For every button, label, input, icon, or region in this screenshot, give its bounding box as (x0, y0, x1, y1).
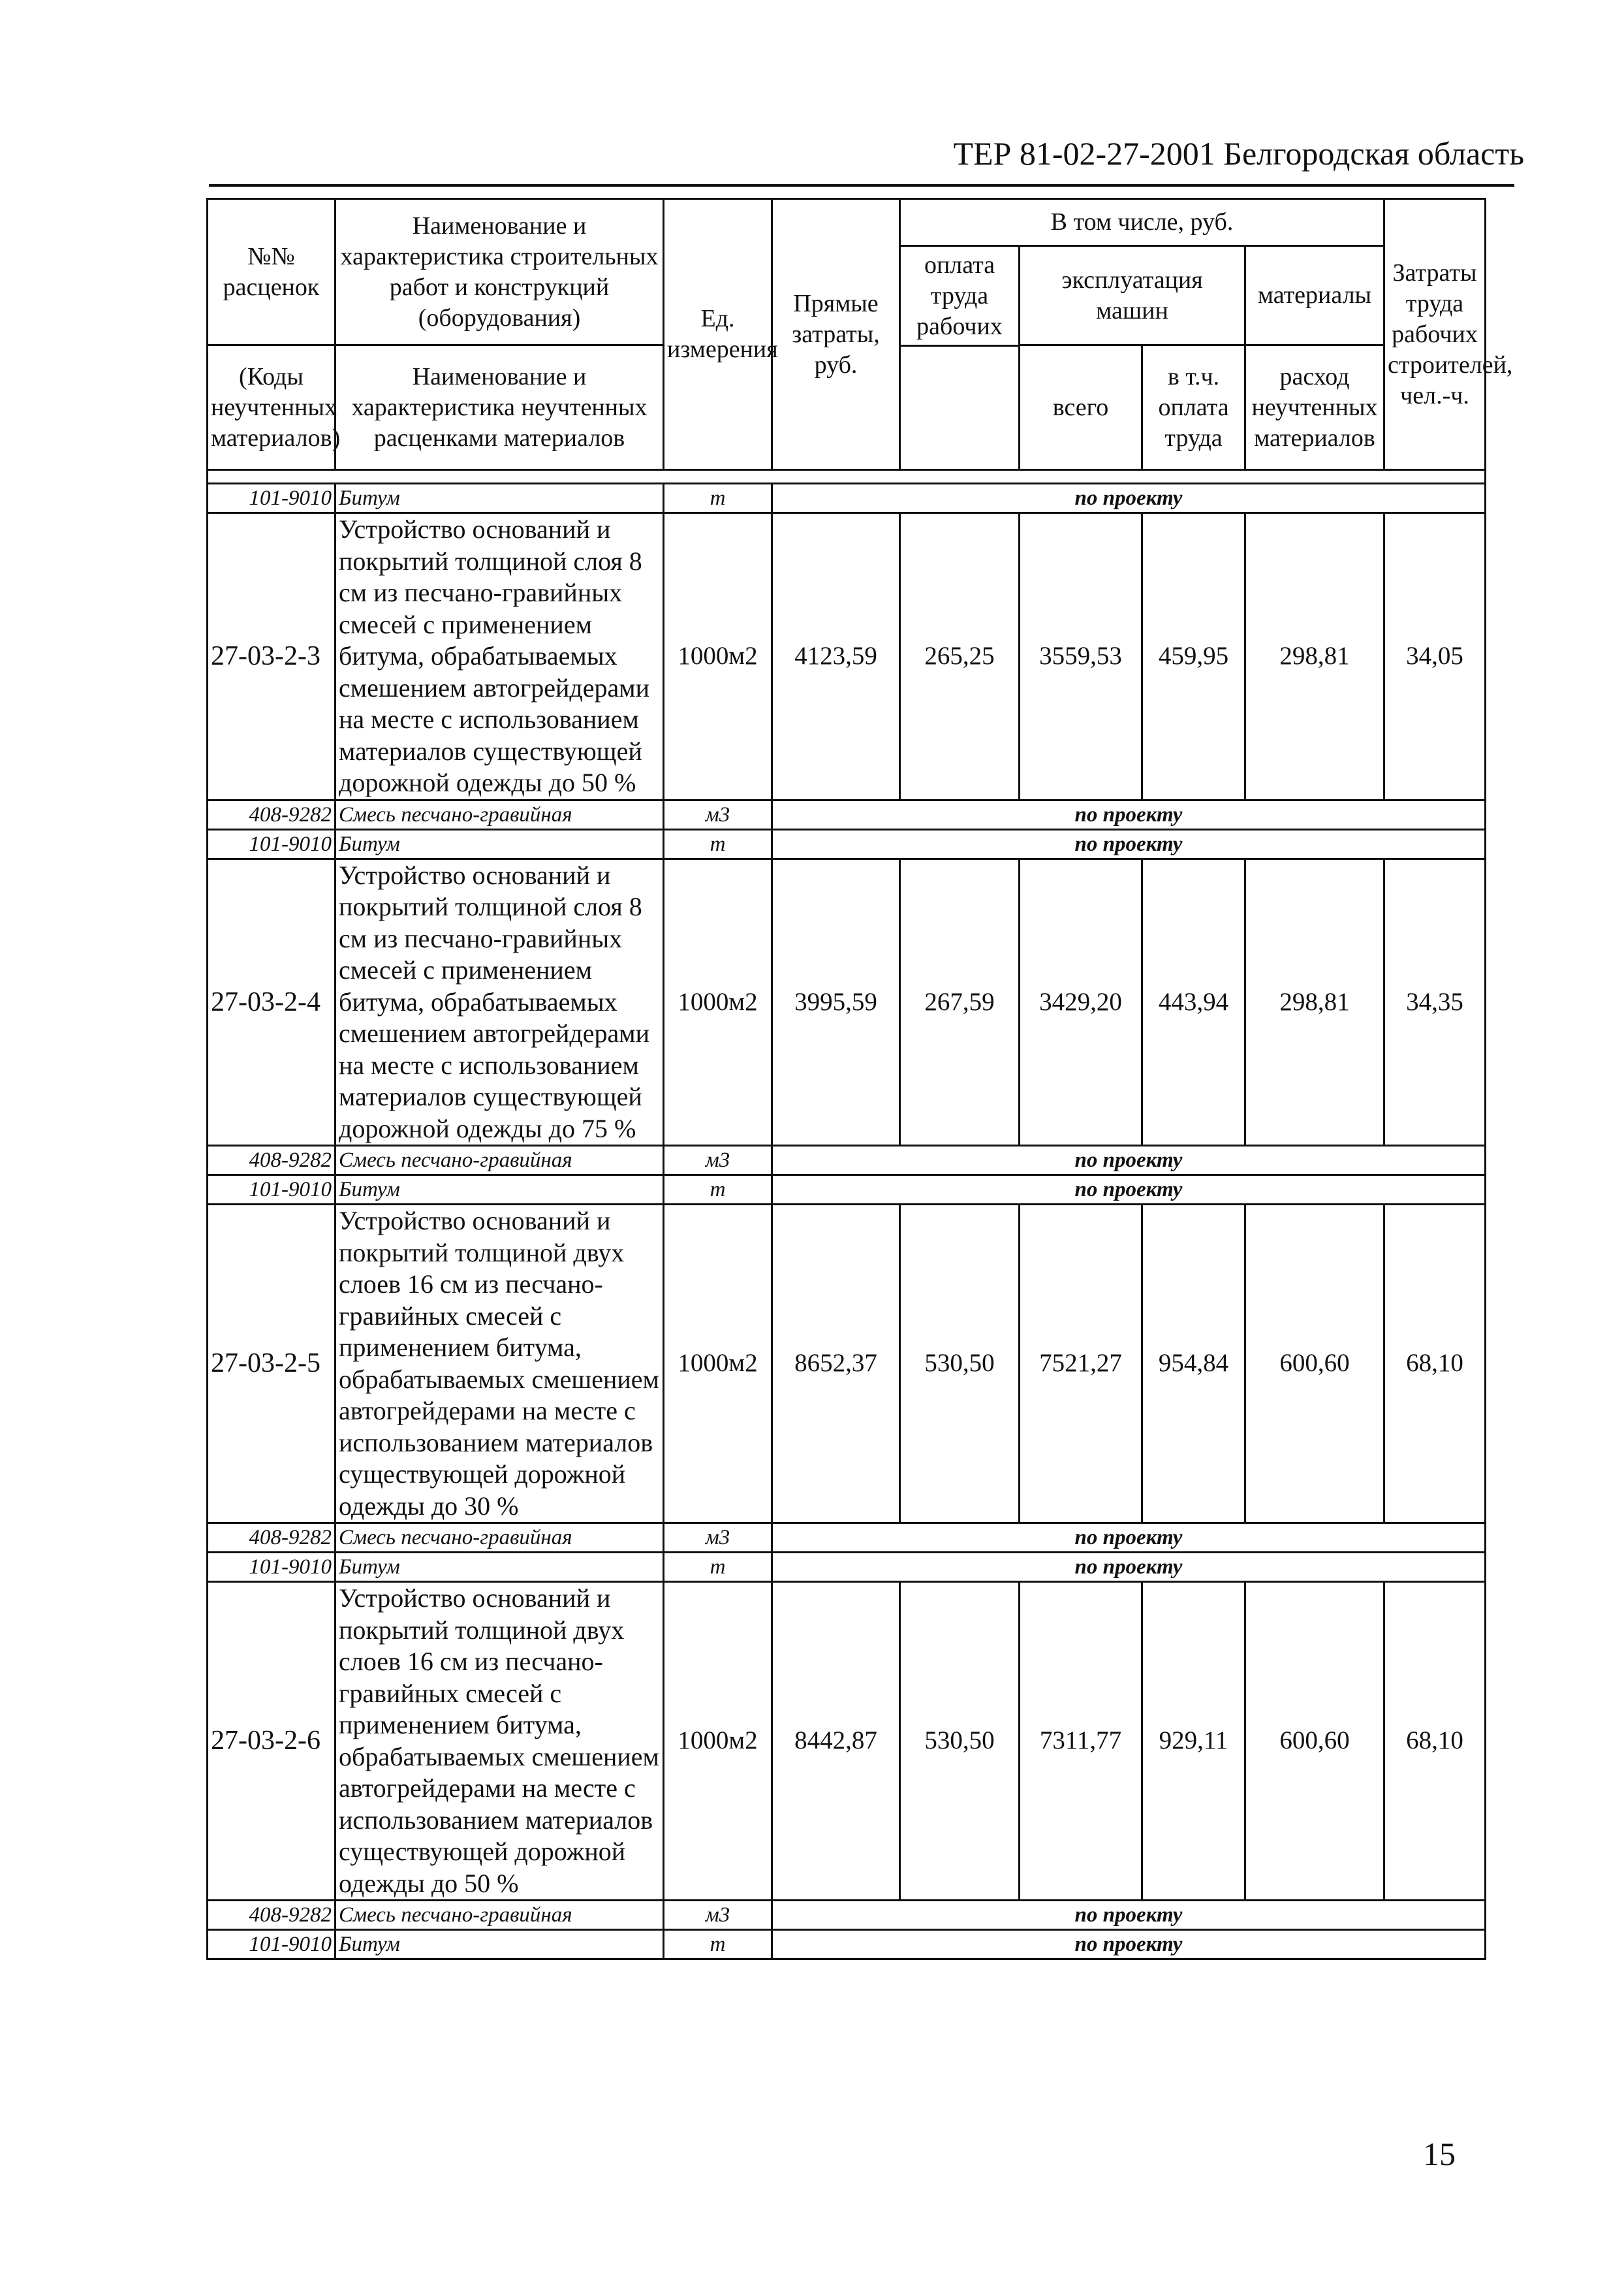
material-unit: т (664, 829, 772, 859)
machines-labor: 929,11 (1142, 1582, 1245, 1901)
col-header-material-names: Наименование и характеристика неучтенных расценками материалов (336, 345, 664, 470)
material-code: 101-9010 (208, 1175, 336, 1205)
col-header-direct: Прямые затраты, руб. (772, 199, 900, 470)
page-number: 15 (1423, 2136, 1456, 2172)
material-row (208, 1523, 1486, 1553)
table-row (208, 1205, 1486, 1523)
material-row (208, 1146, 1486, 1175)
material-name: Битум (336, 829, 664, 859)
material-row (208, 800, 1486, 829)
col-header-including: В том числе, руб. (900, 199, 1384, 246)
material-note: по проекту (772, 800, 1486, 829)
material-note: по проекту (772, 1901, 1486, 1930)
price-table (206, 198, 1513, 1960)
material-note: по проекту (772, 1175, 1486, 1205)
header-gap (208, 470, 1486, 484)
labor-cost: 68,10 (1384, 1582, 1486, 1901)
material-row (208, 1901, 1486, 1930)
work-description: Устройство оснований и покрытий толщиной слоя 8 см из песчано-гравийных смесей с применением битума, обрабатываемых смешением автогрейдерами на месте с использованием материалов существующей дорожной одежды до 50 % (336, 513, 664, 800)
material-row (208, 829, 1486, 859)
material-unit: м3 (664, 1146, 772, 1175)
material-name: Битум (336, 484, 664, 513)
material-unit: м3 (664, 1523, 772, 1553)
direct-cost: 4123,59 (772, 513, 900, 800)
material-name: Смесь песчано-гравийная (336, 1146, 664, 1175)
machines-labor: 443,94 (1142, 859, 1245, 1146)
rate-code: 27-03-2-5 (208, 1205, 336, 1523)
material-note: по проекту (772, 484, 1486, 513)
machines-total: 3429,20 (1020, 859, 1142, 1146)
material-name: Смесь песчано-гравийная (336, 800, 664, 829)
labor-pay: 267,59 (900, 859, 1020, 1146)
material-unit: т (664, 1553, 772, 1582)
direct-cost: 8652,37 (772, 1205, 900, 1523)
materials: 600,60 (1245, 1582, 1384, 1901)
direct-cost: 8442,87 (772, 1582, 900, 1901)
material-row (208, 1930, 1486, 1959)
machines-total: 3559,53 (1020, 513, 1142, 800)
direct-cost: 3995,59 (772, 859, 900, 1146)
machines-total: 7521,27 (1020, 1205, 1142, 1523)
material-name: Битум (336, 1553, 664, 1582)
material-code: 408-9282 (208, 1146, 336, 1175)
document-header: ТЕР 81-02-27-2001 Белгородская область (953, 135, 1524, 172)
rate-code: 27-03-2-4 (208, 859, 336, 1146)
material-row (208, 1553, 1486, 1582)
material-code: 101-9010 (208, 1930, 336, 1959)
col-header-labor-pay: оплата труда рабочих (900, 246, 1020, 346)
machines-labor: 954,84 (1142, 1205, 1245, 1523)
material-note: по проекту (772, 1930, 1486, 1959)
unit: 1000м2 (664, 1205, 772, 1523)
unit: 1000м2 (664, 1582, 772, 1901)
table-row (208, 859, 1486, 1146)
col-header-materials: материалы (1245, 246, 1384, 345)
rate-code: 27-03-2-6 (208, 1582, 336, 1901)
labor-cost: 34,05 (1384, 513, 1486, 800)
labor-pay: 265,25 (900, 513, 1020, 800)
material-unit: т (664, 1175, 772, 1205)
labor-pay: 530,50 (900, 1582, 1020, 1901)
material-code: 408-9282 (208, 1523, 336, 1553)
labor-cost: 34,35 (1384, 859, 1486, 1146)
material-unit: м3 (664, 1901, 772, 1930)
material-unit: т (664, 484, 772, 513)
material-name: Битум (336, 1175, 664, 1205)
col-header-unit: Ед. измерения (664, 199, 772, 470)
materials: 298,81 (1245, 513, 1384, 800)
material-name: Битум (336, 1930, 664, 1959)
col-header-number: №№ расценок (208, 199, 336, 345)
material-code: 101-9010 (208, 829, 336, 859)
labor-cost: 68,10 (1384, 1205, 1486, 1523)
machines-total: 7311,77 (1020, 1582, 1142, 1901)
table-row (208, 513, 1486, 800)
materials: 298,81 (1245, 859, 1384, 1146)
col-header-name: Наименование и характеристика строительных работ и конструкций (оборудования) (336, 199, 664, 345)
col-header-labor-cost: Затраты труда рабочих строителей, чел.-ч. (1384, 199, 1486, 470)
work-description: Устройство оснований и покрытий толщиной двух слоев 16 см из песчано-гравийных смесей с применением битума, обрабатываемых смешением автогрейдерами на месте с использованием материалов существующей дорожной одежды до 50 % (336, 1582, 664, 1901)
material-unit: т (664, 1930, 772, 1959)
material-note: по проекту (772, 1553, 1486, 1582)
col-header-machines: эксплуатация машин (1020, 246, 1245, 345)
col-header-machines-labor: в т.ч. оплата труда (1142, 345, 1245, 470)
labor-pay: 530,50 (900, 1205, 1020, 1523)
work-description: Устройство оснований и покрытий толщиной слоя 8 см из песчано-гравийных смесей с применением битума, обрабатываемых смешением автогрейдерами на месте с использованием материалов существующей дорожной одежды до 75 % (336, 859, 664, 1146)
col-header-machines-total: всего (1020, 345, 1142, 470)
col-header-materials-note: расход неучтенных материалов (1245, 345, 1384, 470)
unit: 1000м2 (664, 513, 772, 800)
rate-code: 27-03-2-3 (208, 513, 336, 800)
unit: 1000м2 (664, 859, 772, 1146)
material-code: 408-9282 (208, 800, 336, 829)
material-note: по проекту (772, 829, 1486, 859)
table-row (208, 1582, 1486, 1901)
machines-labor: 459,95 (1142, 513, 1245, 800)
material-name: Смесь песчано-гравийная (336, 1523, 664, 1553)
work-description: Устройство оснований и покрытий толщиной двух слоев 16 см из песчано-гравийных смесей с применением битума, обрабатываемых смешением автогрейдерами на месте с использованием материалов существующей дорожной одежды до 30 % (336, 1205, 664, 1523)
material-code: 101-9010 (208, 484, 336, 513)
material-note: по проекту (772, 1523, 1486, 1553)
material-code: 101-9010 (208, 1553, 336, 1582)
material-row (208, 1175, 1486, 1205)
material-unit: м3 (664, 800, 772, 829)
col-header-material-codes: (Коды неучтенных материалов) (208, 345, 336, 470)
materials: 600,60 (1245, 1205, 1384, 1523)
col-header-spacer (900, 346, 1020, 470)
material-name: Смесь песчано-гравийная (336, 1901, 664, 1930)
material-code: 408-9282 (208, 1901, 336, 1930)
material-note: по проекту (772, 1146, 1486, 1175)
header-rule (209, 184, 1514, 187)
